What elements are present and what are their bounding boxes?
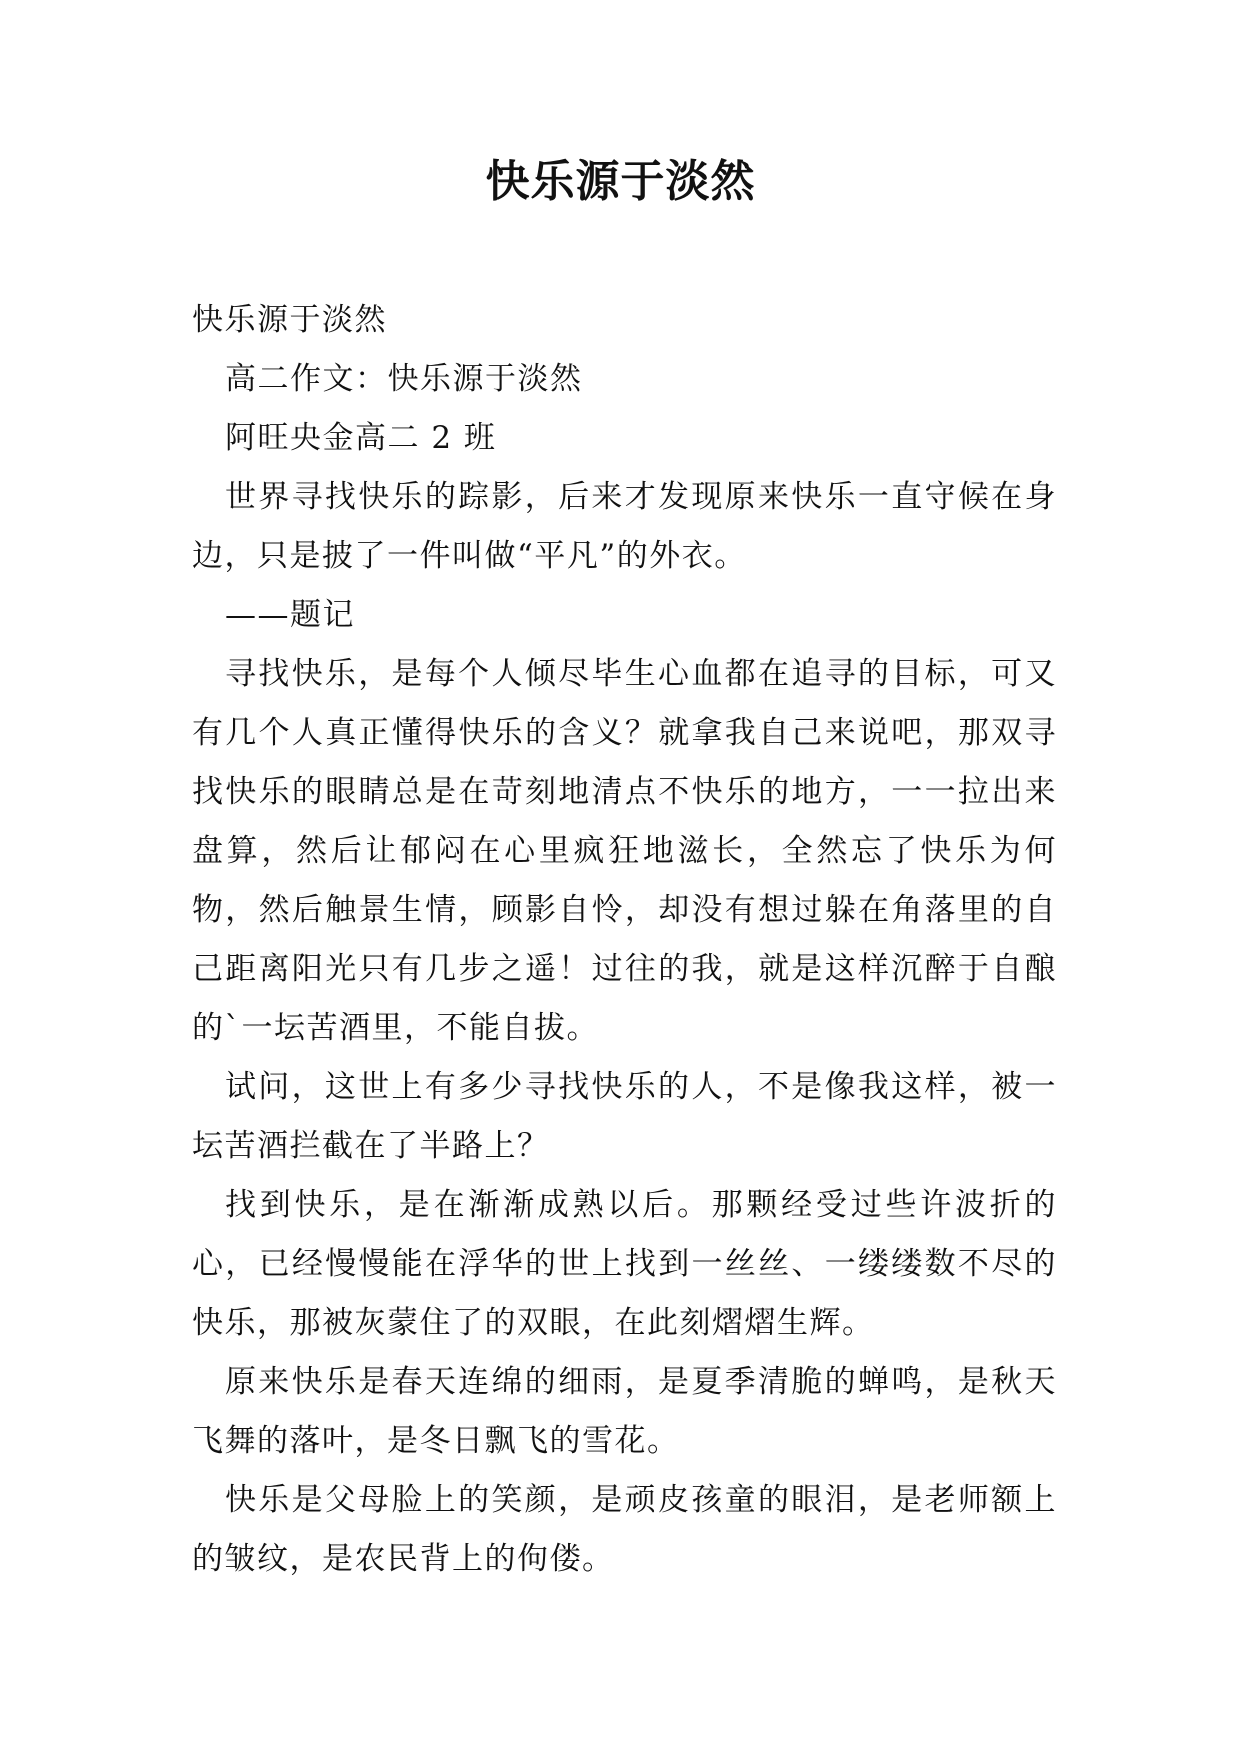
document-title: 快乐源于淡然: [485, 156, 756, 207]
document-body: [192, 291, 1057, 1589]
body-paragraph: 寻找快乐，是每个人倾尽毕生心血都在追寻的目标，可又有几个人真正懂得快乐的含义？就拿我自己来说吧，那双寻找快乐的眼睛总是在苛刻地清点不快乐的地方，一一拉出来盘算，然后让郁闷在心里疯狂地滋长，全然忘了快乐为何物，然后触景生情，顾影自怜，却没有想过躲在角落里的自己距离阳光只有几步之遥！过往的我，就是这样沉醉于自酿的`一坛苦酒里，不能自拔。: [192, 656, 1057, 1046]
body-heading: 快乐源于淡然: [192, 302, 387, 338]
author-line: 阿旺央金高二 2 班: [225, 420, 497, 456]
body-paragraph: 试问，这世上有多少寻找快乐的人，不是像我这样，被一坛苦酒拦截在了半路上？: [192, 1069, 1057, 1164]
body-paragraph: 找到快乐，是在渐渐成熟以后。那颗经受过些许波折的心，已经慢慢能在浮华的世上找到一丝丝、一缕缕数不尽的快乐，那被灰蒙住了的双眼，在此刻熠熠生辉。: [192, 1187, 1057, 1341]
subtitle-line: 高二作文：快乐源于淡然: [225, 361, 583, 397]
epigraph-paragraph: 世界寻找快乐的踪影，后来才发现原来快乐一直守候在身边，只是披了一件叫做“平凡”的外衣。: [192, 479, 1057, 574]
body-paragraph: 快乐是父母脸上的笑颜，是顽皮孩童的眼泪，是老师额上的皱纹，是农民背上的佝偻。: [192, 1482, 1057, 1577]
epigraph-attribution: ——题记: [225, 597, 355, 633]
body-paragraph: 原来快乐是春天连绵的细雨，是夏季清脆的蝉鸣，是秋天飞舞的落叶，是冬日飘飞的雪花。: [192, 1364, 1057, 1459]
